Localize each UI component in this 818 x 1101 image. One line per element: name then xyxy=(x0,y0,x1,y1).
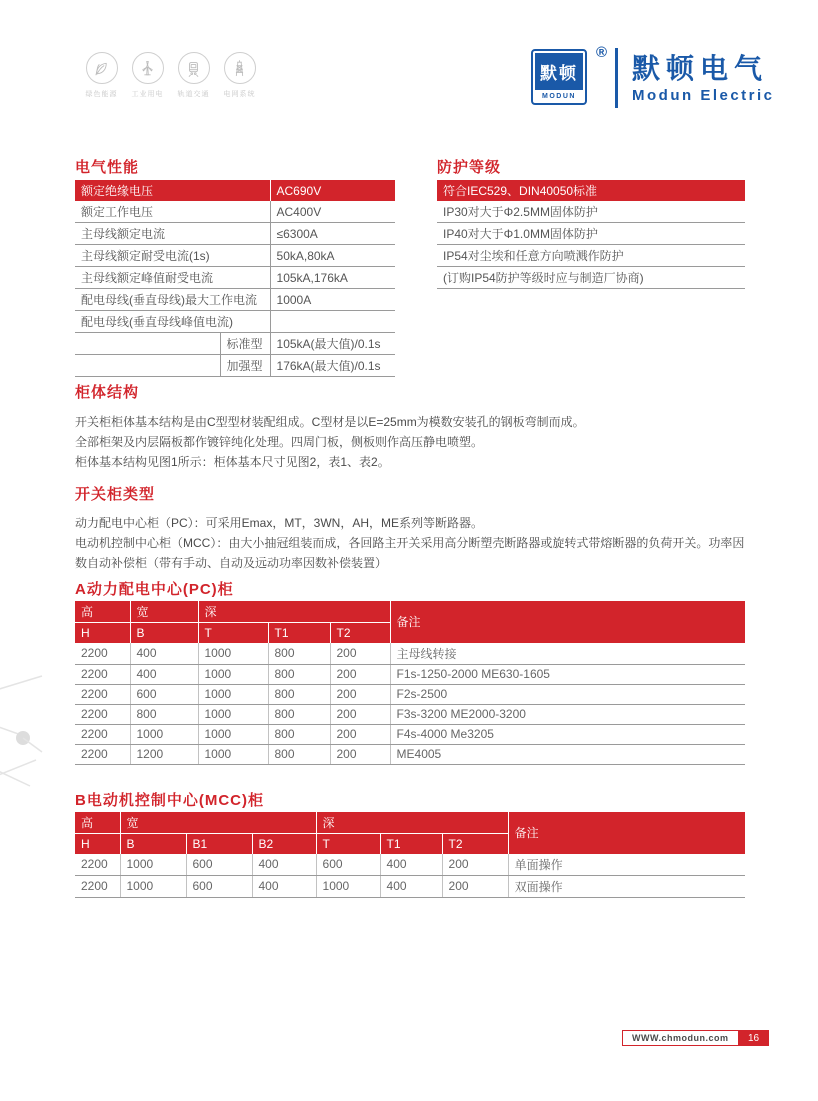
table-cell: 1000 xyxy=(120,854,186,876)
section-title-electrical-performance: 电气性能 xyxy=(75,159,140,176)
table-cell: 2200 xyxy=(75,744,130,764)
header-cell-depth: 深 xyxy=(198,601,390,623)
table-row xyxy=(75,684,745,704)
table-cell: 600 xyxy=(186,875,252,897)
table-cell: 配电母线(垂直母线)最大工作电流 xyxy=(75,289,270,311)
table-cell: 2200 xyxy=(75,643,130,665)
mcc-dimension-table xyxy=(75,812,745,898)
header-cell: T2 xyxy=(330,623,390,643)
leaf-icon xyxy=(86,52,118,84)
paragraph: 开关柜柜体基本结构是由C型型材装配组成。C型材是以E=25mm为模数安装孔的钢板弯制而成。 xyxy=(75,415,585,429)
table-row xyxy=(75,223,395,245)
table-cell: 单面操作 xyxy=(508,854,745,876)
logo-stamp-cn: 默顿 xyxy=(535,53,583,90)
table-cell: 1000 xyxy=(198,664,268,684)
table-cell: 1000 xyxy=(198,724,268,744)
table-cell: 配电母线(垂直母线峰值电流) xyxy=(75,311,270,333)
table-cell xyxy=(75,355,220,377)
header-cell-width: 宽 xyxy=(120,812,316,834)
category-label: 绿色能源 xyxy=(85,91,118,98)
table-header-row xyxy=(75,812,745,834)
table-cell: 800 xyxy=(268,643,330,665)
header-cell: T2 xyxy=(442,834,508,854)
registered-trademark-icon: ® xyxy=(595,44,607,61)
paragraph: 全部柜架及内层隔板都作镀锌纯化处理。四周门板，侧板则作高压静电喷塑。 xyxy=(75,435,484,449)
decorative-lines xyxy=(0,648,48,788)
section-switchgear-types xyxy=(75,483,753,573)
table-cell: 105kA,176kA xyxy=(270,267,395,289)
section-title-protection-level: 防护等级 xyxy=(437,159,502,176)
header-cell: H xyxy=(75,834,120,854)
table-cell: 200 xyxy=(442,854,508,876)
table-cell: 400 xyxy=(252,875,316,897)
category-power-grid xyxy=(220,52,259,99)
category-label: 轨道交通 xyxy=(177,91,210,98)
table-cell: 200 xyxy=(330,684,390,704)
table-cell: F2s-2500 xyxy=(390,684,745,704)
paragraph: 柜体基本结构见图1所示：柜体基本尺寸见图2，表1、表2。 xyxy=(75,455,390,469)
table-header-row xyxy=(75,601,745,623)
footer-page-number: 16 xyxy=(739,1030,769,1046)
header-cell: B xyxy=(120,834,186,854)
table-cell: 2200 xyxy=(75,875,120,897)
table-cell: 1000 xyxy=(198,684,268,704)
table-cell: 主母线额定耐受电流(1s) xyxy=(75,245,270,267)
table-cell: 200 xyxy=(330,744,390,764)
table-row xyxy=(437,245,745,267)
header-cell: H xyxy=(75,623,130,643)
table-cell: 600 xyxy=(316,854,380,876)
table-row xyxy=(75,744,745,764)
table-row xyxy=(437,180,745,201)
header-cell: T1 xyxy=(380,834,442,854)
train-icon xyxy=(178,52,210,84)
header-cell-remark: 备注 xyxy=(390,601,745,643)
table-cell: 200 xyxy=(330,643,390,665)
table-cell: 1000 xyxy=(316,875,380,897)
table-cell: 800 xyxy=(268,664,330,684)
category-icon-row xyxy=(82,52,259,99)
table-cell: IP40对大于Φ1.0MM固体防护 xyxy=(437,223,745,245)
header-cell: T xyxy=(198,623,268,643)
category-rail-transit xyxy=(174,52,213,99)
table-cell: IP30对大于Φ2.5MM固体防护 xyxy=(437,201,745,223)
table-cell: 2200 xyxy=(75,704,130,724)
table-cell: 1200 xyxy=(130,744,198,764)
brand-logo xyxy=(531,44,775,108)
electrical-performance-table xyxy=(75,180,395,377)
table-cell: 额定绝缘电压 xyxy=(75,180,270,201)
brand-name-block xyxy=(632,53,775,104)
category-green-energy xyxy=(82,52,121,99)
brand-name-cn: 默顿电气 xyxy=(632,52,769,84)
table-row xyxy=(437,201,745,223)
table-cell: 1000 xyxy=(198,744,268,764)
table-row xyxy=(75,355,395,377)
table-row xyxy=(75,664,745,684)
table-cell: IP54对尘埃和任意方向喷溅作防护 xyxy=(437,245,745,267)
table-cell: 主母线转接 xyxy=(390,643,745,665)
table-cell: F1s-1250-2000 ME630-1605 xyxy=(390,664,745,684)
table-row xyxy=(75,311,395,333)
table-cell: 2200 xyxy=(75,684,130,704)
table-cell: 200 xyxy=(330,704,390,724)
header-cell: B1 xyxy=(186,834,252,854)
table-cell: 1000 xyxy=(130,724,198,744)
section-cabinet-structure xyxy=(75,381,750,472)
section-title-mcc-cabinet: B电动机控制中心(MCC)柜 xyxy=(75,792,264,809)
table-row xyxy=(75,704,745,724)
table-cell: ≤6300A xyxy=(270,223,395,245)
table-cell: 400 xyxy=(130,643,198,665)
section-title-cabinet-structure: 柜体结构 xyxy=(75,384,140,401)
table-cell: F4s-4000 Me3205 xyxy=(390,724,745,744)
brand-name-en: Modun Electric xyxy=(632,86,775,104)
table-cell: 主母线额定电流 xyxy=(75,223,270,245)
table-cell: AC690V xyxy=(270,180,395,201)
table-row xyxy=(75,333,395,355)
category-label: 电网系统 xyxy=(223,91,256,98)
table-row xyxy=(75,643,745,665)
protection-level-table xyxy=(437,180,745,289)
table-cell xyxy=(270,311,395,333)
table-row xyxy=(75,267,395,289)
header-cell: T1 xyxy=(268,623,330,643)
paragraph: 电动机控制中心柜（MCC）：由大小抽冠组装而成，各回路主开关采用高分断塑壳断路器或旋转式带熔断器的负荷开关。功率因数自动补偿柜（带有手动、自动及远动功率因数补偿装置） xyxy=(75,536,745,570)
table-cell: 双面操作 xyxy=(508,875,745,897)
table-cell: F3s-3200 ME2000-3200 xyxy=(390,704,745,724)
table-row xyxy=(75,854,745,876)
table-cell: (订购IP54防护等级时应与制造厂协商) xyxy=(437,267,745,289)
table-cell: 2200 xyxy=(75,664,130,684)
table-cell: 600 xyxy=(186,854,252,876)
table-row xyxy=(75,245,395,267)
header-cell-depth: 深 xyxy=(316,812,508,834)
table-cell: 105kA(最大值)/0.1s xyxy=(270,333,395,355)
header-cell: B2 xyxy=(252,834,316,854)
logo-stamp xyxy=(531,44,607,107)
table-cell: 800 xyxy=(268,744,330,764)
table-row xyxy=(75,875,745,897)
logo-stamp-frame xyxy=(531,49,587,105)
page-footer xyxy=(622,1030,769,1046)
table-cell: 加强型 xyxy=(220,355,270,377)
table-row xyxy=(437,223,745,245)
table-row xyxy=(75,180,395,201)
header-cell: B xyxy=(130,623,198,643)
table-cell: 600 xyxy=(130,684,198,704)
table-cell: 50kA,80kA xyxy=(270,245,395,267)
table-cell: 1000 xyxy=(198,643,268,665)
table-cell: 400 xyxy=(380,854,442,876)
table-row xyxy=(75,289,395,311)
logo-divider xyxy=(615,48,618,108)
footer-website: WWW.chmodun.com xyxy=(622,1030,739,1046)
paragraph: 动力配电中心柜（PC）：可采用Emax，MT，3WN，AH，ME系列等断路器。 xyxy=(75,516,484,530)
table-cell: 符合IEC529、DIN40050标准 xyxy=(437,180,745,201)
table-row xyxy=(75,201,395,223)
table-cell: 2200 xyxy=(75,724,130,744)
table-cell: 200 xyxy=(330,664,390,684)
table-cell: 800 xyxy=(130,704,198,724)
header-cell-height: 高 xyxy=(75,601,130,623)
section-title-pc-cabinet: A动力配电中心(PC)柜 xyxy=(75,581,234,598)
table-cell: 1000A xyxy=(270,289,395,311)
table-cell xyxy=(75,333,220,355)
table-cell: 2200 xyxy=(75,854,120,876)
table-row xyxy=(75,724,745,744)
pc-dimension-table xyxy=(75,601,745,765)
table-cell: 主母线额定峰值耐受电流 xyxy=(75,267,270,289)
logo-stamp-en: MODUN xyxy=(542,93,576,100)
table-cell: 800 xyxy=(268,724,330,744)
table-row xyxy=(437,267,745,289)
table-cell: 400 xyxy=(252,854,316,876)
table-cell: 800 xyxy=(268,704,330,724)
table-cell: 200 xyxy=(330,724,390,744)
table-cell: 400 xyxy=(130,664,198,684)
section-title-switchgear-types: 开关柜类型 xyxy=(75,486,156,503)
header-cell-height: 高 xyxy=(75,812,120,834)
table-cell: 800 xyxy=(268,684,330,704)
table-cell: 1000 xyxy=(120,875,186,897)
power-tower-icon xyxy=(224,52,256,84)
header-cell: T xyxy=(316,834,380,854)
table-cell: ME4005 xyxy=(390,744,745,764)
category-label: 工业用电 xyxy=(131,91,164,98)
header-cell-remark: 备注 xyxy=(508,812,745,854)
category-industrial-power xyxy=(128,52,167,99)
header-cell-width: 宽 xyxy=(130,601,198,623)
table-cell: 200 xyxy=(442,875,508,897)
table-cell: 标准型 xyxy=(220,333,270,355)
table-cell: 400 xyxy=(380,875,442,897)
table-cell: AC400V xyxy=(270,201,395,223)
table-cell: 额定工作电压 xyxy=(75,201,270,223)
wind-turbine-icon xyxy=(132,52,164,84)
table-cell: 176kA(最大值)/0.1s xyxy=(270,355,395,377)
table-cell: 1000 xyxy=(198,704,268,724)
